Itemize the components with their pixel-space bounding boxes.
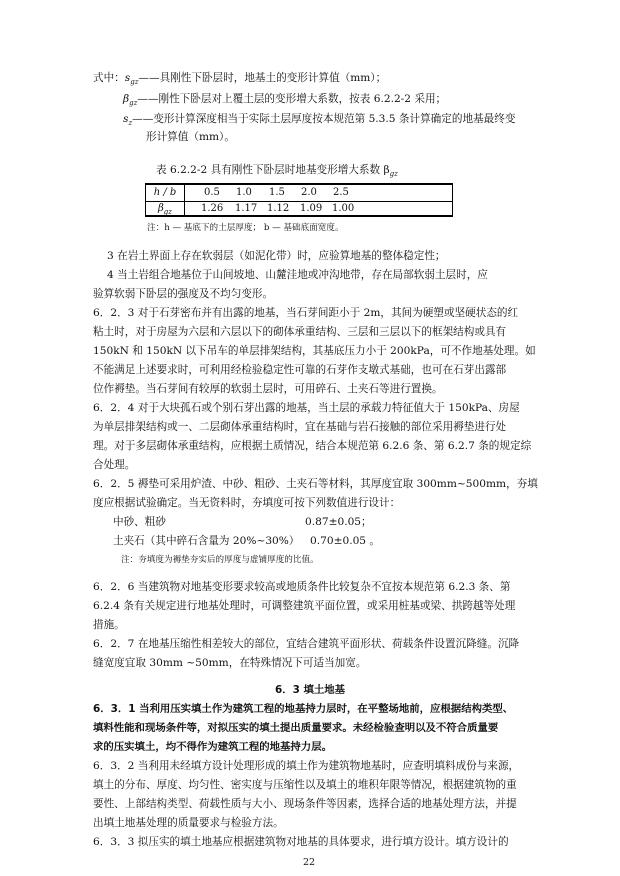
body-line: 度应根据试验确定。当无资料时，夯填度可按下列数值进行设计： <box>93 497 401 509</box>
body-line: 合处理。 <box>93 459 136 471</box>
body-line: 4 当土岩组合地基位于山间坡地、山麓洼地或冲沟地带，存在局部软弱土层时，应 <box>107 269 488 281</box>
table-caption <box>156 163 398 181</box>
table-cell: 1.17 <box>235 203 258 214</box>
formula-text: ——具刚性下卧层时，地基土的变形计算值（mm）； <box>138 72 387 84</box>
body-line: 6．2．7 在地基压缩性相差较大的部位，宜结合建筑平面形状、荷载条件设置沉降缝。沉降 <box>93 638 520 650</box>
table-caption-text: 表 6.2.2-2 具有刚性下卧层时地基变形增大系数 β <box>156 164 390 176</box>
formula-continuation: 形计算值（mm）。 <box>146 131 235 143</box>
formula-symbol: s <box>124 72 131 84</box>
bold-line: 求的压实填土，均不得作为建筑工程的地基持力层。 <box>93 741 332 753</box>
body-line: 为单层排架结构或一、二层砌体承重结构时，宜在基础与岩石接触的部位采用褥垫进行处 <box>93 421 507 433</box>
body-line: 措施。 <box>93 619 125 631</box>
table-row <box>146 201 452 217</box>
table-row-header <box>146 201 185 217</box>
table-caption-subscript: gz <box>389 170 398 179</box>
formula-subscript: gz <box>130 78 139 87</box>
table-note: 注：h — 基底下的土层厚度； b — 基础底面宽度。 <box>147 223 344 233</box>
body-line: 6．2．4 对于大块孤石或个别石芽出露的地基，当土层的承载力特征值大于 150kPa、房屋 <box>93 402 520 414</box>
table-row-header-symbol: β <box>158 203 164 214</box>
body-line: 位作褥垫。当石芽间有较厚的软弱土层时，可用碎石、土夹石等进行置换。 <box>93 383 443 395</box>
body-line: 6．2．6 当建筑物对地基变形要求较高或地质条件比较复杂不宜按本规范第 6.2.3 条、第 <box>93 581 511 593</box>
formula-text: ——刚性下卧层对上覆土层的变形增大系数，按表 6.2.2-2 采用； <box>137 93 447 105</box>
body-line: 6．2．3 对于石芽密布并有出露的地基，当石芽间距小于 2m，其间为硬塑或坚硬状态的红 <box>93 307 519 319</box>
table-cell: 0.5 <box>204 187 220 198</box>
table-cell: 1.12 <box>267 203 290 214</box>
body-line: 粘土时，对于房屋为六层和六层以下的砌体承重结构、三层和三层以下的框架结构或具有 <box>93 326 507 338</box>
fill-row-value: 0.70±0.05 。 <box>310 535 381 547</box>
formula-text: ——变形计算深度相当于实际土层厚度按本规范第 5.3.5 条计算确定的地基最终变 <box>132 113 516 125</box>
formula-lead: 式中： <box>93 72 125 84</box>
table-row <box>146 185 452 202</box>
body-line: 6.2.4 条有关规定进行地基处理时，可调整建筑平面位置，或采用桩基或梁、拱跨越等处理 <box>93 600 516 612</box>
page-number: 22 <box>303 857 316 868</box>
fill-note: 注：夯填度为褥垫夯实后的厚度与虚铺厚度的比值。 <box>121 555 319 565</box>
body-line: 6．2．5 褥垫可采用炉渣、中砂、粗砂、土夹石等材料，其厚度宜取 300mm~500mm，夯填 <box>93 478 538 490</box>
body-line: 填土的分布、厚度、均匀性、密实度与压缩性以及填土的堆积年限等情况，根据建筑物的重 <box>93 779 517 791</box>
body-line: 缝宽度宜取 30mm ~50mm，在特殊情况下可适当加宽。 <box>93 657 367 669</box>
table-row-header-subscript: gz <box>163 208 172 216</box>
fill-row-label: 土夹石（其中碎石含量为 20%~30%） <box>113 535 300 547</box>
body-line: 不能满足上述要求时，可利用经检验稳定性可靠的石芽作支墩式基础，也可在石芽出露部 <box>93 364 507 376</box>
table-cell: 1.0 <box>236 187 252 198</box>
formula-subscript: gz <box>129 99 138 108</box>
body-line: 理。对于多层砌体承重结构，应根据土质情况，结合本规范第 6.2.6 条、第 6.2.7 条的规定综 <box>93 440 532 452</box>
table-cell: 1.26 <box>201 203 224 214</box>
body-line: 验算软弱下卧层的强度及不均匀变形。 <box>93 288 274 300</box>
table-cell: 1.09 <box>300 203 323 214</box>
table-cell: 2.5 <box>333 187 349 198</box>
coefficient-table <box>145 183 453 217</box>
table-cell: 1.5 <box>269 187 285 198</box>
formula-subscript: z <box>128 119 133 128</box>
body-line: 6．3．3 拟压实的填土地基应根据建筑物对地基的具体要求，进行填方设计。填方设计的 <box>93 836 509 848</box>
fill-row-value: 0.87±0.05； <box>305 516 372 528</box>
formula-line-2 <box>123 92 446 110</box>
bold-line: 6．3．1 当利用压实填土作为建筑工程的地基持力层时，在平整场地前，应根据结构类型、 <box>93 703 514 715</box>
table-cell: 2.0 <box>301 187 317 198</box>
bold-line: 填料性能和现场条件等，对拟压实的填土提出质量要求。未经检验查明以及不符合质量要 <box>93 722 499 734</box>
section-title: 6．3 填土地基 <box>274 684 346 696</box>
formula-symbol: s <box>123 113 129 125</box>
formula-symbol: β <box>123 93 130 105</box>
table-row-header: h / b <box>146 185 185 201</box>
body-line: 出填土地基处理的质量要求与检验方法。 <box>93 817 284 829</box>
body-line: 6．3．2 当利用未经填方设计处理形成的填土作为建筑物地基时，应查明填料成份与来源， <box>93 760 520 772</box>
body-line: 3 在岩土界面上存在软弱层（如泥化带）时，应验算地基的整体稳定性； <box>107 250 446 262</box>
body-line: 150kN 和 150kN 以下吊车的单层排架结构，其基底压力小于 200kPa，可不作地基处理。如 <box>93 345 536 357</box>
body-line: 要性、上部结构类型、荷载性质与大小、现场条件等因素，选择合适的地基处理方法，并提 <box>93 798 517 810</box>
formula-line-1 <box>93 71 386 89</box>
table-cell: 1.00 <box>332 203 355 214</box>
fill-row-label: 中砂、粗砂 <box>113 516 166 528</box>
formula-line-3 <box>123 112 515 130</box>
